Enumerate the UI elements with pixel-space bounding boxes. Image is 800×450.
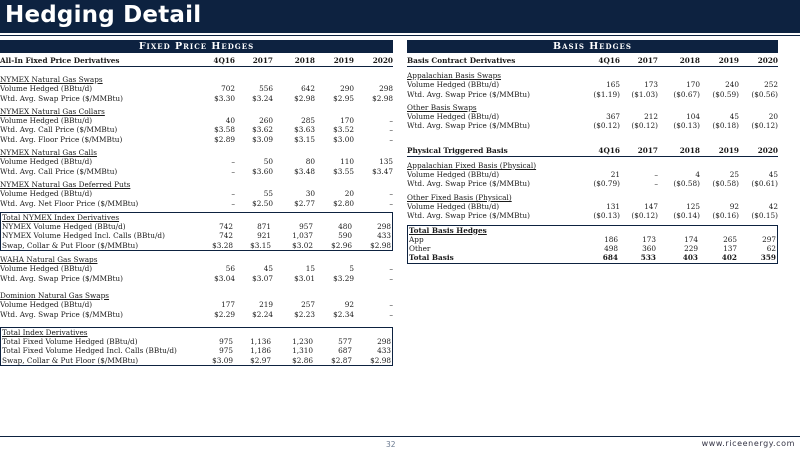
spacer — [0, 319, 393, 327]
row-value: – — [389, 198, 393, 208]
row-value: 975 — [219, 337, 233, 347]
row-value: 137 — [723, 244, 737, 254]
row-value: 297 — [762, 234, 776, 244]
row-value: 20 — [344, 189, 354, 199]
fixed-col-label: All-In Fixed Price Derivatives — [0, 56, 120, 65]
row-label: Wtd. Avg. Floor Price ($/MMBtu) — [0, 134, 123, 144]
row-label: Wtd. Avg. Swap Price ($/MMBtu) — [0, 309, 123, 319]
group-title-row — [409, 226, 776, 235]
basis-body — [407, 67, 778, 264]
row-value: 219 — [259, 300, 273, 310]
table-row — [409, 235, 776, 244]
table-row — [407, 121, 778, 130]
row-value: 359 — [760, 253, 776, 263]
row-value: – — [389, 134, 393, 144]
table-row — [0, 310, 393, 319]
row-value: ($0.18) — [712, 121, 739, 131]
row-value: 135 — [379, 157, 393, 167]
row-value: – — [231, 166, 235, 176]
row-value: 170 — [686, 80, 700, 90]
group-title-row — [407, 161, 778, 170]
row-value: 212 — [644, 112, 658, 122]
row-value: 147 — [644, 201, 658, 211]
row-value: 577 — [338, 337, 352, 347]
row-label: Wtd. Avg. Net Floor Price ($/MMBtu) — [0, 198, 139, 208]
group-title: WAHA Natural Gas Swaps — [0, 255, 98, 265]
row-value: $2.34 — [333, 309, 354, 319]
table-row — [0, 300, 393, 309]
fixed-price-body — [0, 67, 393, 366]
row-label: Total Basis — [409, 253, 454, 263]
row-value: 80 — [305, 157, 315, 167]
row-value: 742 — [219, 222, 233, 232]
row-value: 975 — [219, 346, 233, 356]
row-value: ($0.12) — [593, 121, 620, 131]
row-value: $3.24 — [252, 93, 273, 103]
row-value: 367 — [606, 112, 620, 122]
row-value: 45 — [768, 170, 778, 180]
row-value: – — [389, 273, 393, 283]
row-value: 684 — [602, 253, 618, 263]
row-label: Volume Hedged (BBtu/d) — [407, 201, 500, 211]
group-title: Other Basis Swaps — [407, 102, 477, 112]
row-value: $2.29 — [214, 309, 235, 319]
table-row — [407, 211, 778, 220]
total-basis-box — [407, 225, 778, 264]
row-value: 40 — [225, 116, 235, 126]
row-label: Volume Hedged (BBtu/d) — [407, 112, 500, 122]
row-label: Volume Hedged (BBtu/d) — [407, 170, 500, 180]
table-row — [407, 170, 778, 179]
website-link[interactable]: www.riceenergy.com — [701, 439, 795, 448]
row-label: Wtd. Avg. Swap Price ($/MMBtu) — [0, 273, 123, 283]
row-value: 170 — [340, 116, 354, 126]
row-value: $2.98 — [370, 240, 391, 250]
row-value: $2.98 — [370, 355, 391, 365]
row-value: $3.09 — [212, 355, 233, 365]
title-underline — [0, 35, 800, 36]
row-value: $2.89 — [214, 134, 235, 144]
row-value: 62 — [766, 244, 776, 254]
basis-header: Basis Hedges — [407, 40, 778, 53]
row-value: $3.29 — [333, 273, 354, 283]
row-value: 131 — [606, 201, 620, 211]
row-value: 871 — [257, 222, 271, 232]
row-label: Swap, Collar & Put Floor ($/MMBtu) — [2, 355, 139, 365]
row-value: – — [389, 309, 393, 319]
row-value: 402 — [721, 253, 737, 263]
row-value: $3.02 — [292, 240, 313, 250]
basis-column-header — [407, 55, 778, 67]
year-col: 2018 — [294, 56, 315, 65]
row-value: $3.55 — [333, 166, 354, 176]
group-title-row — [0, 148, 393, 157]
row-value: $2.98 — [372, 93, 393, 103]
row-value: $3.15 — [294, 134, 315, 144]
row-label: Wtd. Avg. Swap Price ($/MMBtu) — [407, 179, 530, 189]
row-value: 56 — [225, 264, 235, 274]
spacer — [407, 135, 778, 143]
group-title-row — [0, 255, 393, 264]
row-value: 360 — [642, 244, 656, 254]
row-value: $3.48 — [294, 166, 315, 176]
row-value: $3.07 — [252, 273, 273, 283]
row-value: 50 — [263, 157, 273, 167]
row-label: Wtd. Avg. Swap Price ($/MMBtu) — [0, 93, 123, 103]
row-value: 742 — [219, 231, 233, 241]
row-label: NYMEX Volume Hedged Incl. Calls (BBtu/d) — [2, 231, 165, 241]
row-value: 298 — [377, 337, 391, 347]
group-title: NYMEX Natural Gas Swaps — [0, 75, 103, 84]
row-value: $3.58 — [214, 125, 235, 135]
row-value: ($0.56) — [751, 89, 778, 99]
row-label: Total Fixed Volume Hedged (BBtu/d) — [2, 337, 138, 347]
table-row — [407, 112, 778, 121]
row-value: $2.23 — [294, 309, 315, 319]
year-col: 2017 — [252, 56, 273, 65]
total-box — [0, 212, 393, 251]
year-col: 2018 — [679, 56, 700, 65]
table-row — [0, 135, 393, 144]
row-value: 921 — [257, 231, 271, 241]
row-value: 257 — [301, 300, 315, 310]
row-value: $3.63 — [294, 125, 315, 135]
footer-line — [0, 436, 800, 437]
row-value: 55 — [263, 189, 273, 199]
row-value: 533 — [640, 253, 656, 263]
row-value: $3.30 — [214, 93, 235, 103]
row-label: NYMEX Volume Hedged (BBtu/d) — [2, 222, 126, 232]
row-value: 687 — [338, 346, 352, 356]
row-value: 556 — [259, 84, 273, 94]
row-label: Volume Hedged (BBtu/d) — [0, 116, 93, 126]
table-row — [0, 264, 393, 273]
year-col: 2017 — [637, 145, 658, 155]
table-row — [0, 94, 393, 103]
row-value: $2.95 — [333, 93, 354, 103]
row-value: – — [389, 300, 393, 310]
row-value: 260 — [259, 116, 273, 126]
row-value: – — [231, 157, 235, 167]
row-value: $3.60 — [252, 166, 273, 176]
row-value: ($0.13) — [673, 121, 700, 131]
row-value: ($0.58) — [673, 179, 700, 189]
row-value: 642 — [301, 84, 315, 94]
row-value: 4 — [695, 170, 700, 180]
fixed-price-panel — [0, 40, 393, 366]
group-title: Total Index Derivatives — [2, 327, 88, 337]
row-value: $3.04 — [214, 273, 235, 283]
group-title-row — [0, 291, 393, 300]
row-value: 42 — [768, 201, 778, 211]
row-value: – — [389, 125, 393, 135]
row-value: 174 — [684, 234, 698, 244]
row-value: $2.50 — [252, 198, 273, 208]
row-value: 1,037 — [292, 231, 313, 241]
row-value: ($0.58) — [712, 179, 739, 189]
year-col: 2019 — [718, 145, 739, 155]
row-value: 45 — [729, 112, 739, 122]
row-value: – — [389, 116, 393, 126]
row-label: Volume Hedged (BBtu/d) — [0, 264, 93, 274]
fixed-price-header: Fixed Price Hedges — [0, 40, 393, 53]
year-col: 4Q16 — [598, 145, 620, 155]
row-label: Volume Hedged (BBtu/d) — [0, 189, 93, 199]
table-row — [2, 346, 391, 355]
row-label: Swap, Collar & Put Floor ($/MMBtu) — [2, 240, 139, 250]
row-value: ($1.19) — [593, 89, 620, 99]
row-value: 433 — [377, 346, 391, 356]
row-value: – — [654, 179, 658, 189]
row-value: ($0.61) — [751, 179, 778, 189]
row-value: – — [654, 170, 658, 180]
group-title: Dominion Natural Gas Swaps — [0, 290, 110, 300]
group-title-row — [0, 75, 393, 84]
row-value: – — [389, 189, 393, 199]
row-value: 173 — [642, 234, 656, 244]
table-row — [407, 90, 778, 99]
group-title: Appalachian Basis Swaps — [407, 71, 502, 80]
table-row — [2, 231, 391, 240]
group-title-row — [2, 328, 391, 337]
row-value: ($0.12) — [751, 121, 778, 131]
table-row — [2, 337, 391, 346]
page-title: Hedging Detail — [5, 2, 202, 28]
table-row — [0, 199, 393, 208]
row-value: 590 — [338, 231, 352, 241]
group-title: NYMEX Natural Gas Collars — [0, 106, 105, 116]
group-title: Total NYMEX Index Derivatives — [2, 212, 120, 222]
table-row — [2, 241, 391, 250]
row-label: Wtd. Avg. Swap Price ($/MMBtu) — [407, 211, 530, 221]
row-value: 498 — [604, 244, 618, 254]
year-col: 2019 — [333, 56, 354, 65]
row-label: App — [409, 234, 424, 244]
row-value: ($0.13) — [593, 211, 620, 221]
row-value: 125 — [686, 201, 700, 211]
row-value: 177 — [221, 300, 235, 310]
group-title-row — [407, 103, 778, 112]
row-value: ($0.12) — [631, 211, 658, 221]
row-value: 240 — [725, 80, 739, 90]
row-value: $3.52 — [333, 125, 354, 135]
group-title: NYMEX Natural Gas Deferred Puts — [0, 179, 131, 189]
row-value: 265 — [723, 234, 737, 244]
row-value: – — [389, 264, 393, 274]
row-value: 298 — [377, 222, 391, 232]
group-title-row — [2, 213, 391, 222]
table-row — [0, 125, 393, 134]
table-row — [0, 189, 393, 198]
row-value: 702 — [221, 84, 235, 94]
row-value: $3.47 — [372, 166, 393, 176]
row-value: $2.77 — [294, 198, 315, 208]
row-value: 104 — [686, 112, 700, 122]
row-value: 15 — [305, 264, 315, 274]
row-value: $2.86 — [292, 355, 313, 365]
physical-basis-header — [407, 145, 778, 157]
row-value: ($0.59) — [712, 89, 739, 99]
table-row — [2, 222, 391, 231]
row-value: 110 — [340, 157, 354, 167]
table-row — [2, 356, 391, 365]
table-row — [407, 80, 778, 89]
row-value: ($0.12) — [631, 121, 658, 131]
row-value: – — [231, 189, 235, 199]
row-value: $2.97 — [250, 355, 271, 365]
row-value: $2.96 — [331, 240, 352, 250]
fixed-column-header — [0, 55, 393, 67]
spacer — [0, 67, 393, 75]
row-label: Wtd. Avg. Swap Price ($/MMBtu) — [407, 89, 530, 99]
year-col: 2020 — [757, 145, 778, 155]
row-value: $2.24 — [252, 309, 273, 319]
year-col: 2018 — [679, 145, 700, 155]
row-value: $2.80 — [333, 198, 354, 208]
row-value: 480 — [338, 222, 352, 232]
row-value: 957 — [299, 222, 313, 232]
group-title-row — [407, 193, 778, 202]
row-value: 403 — [682, 253, 698, 263]
row-value: $3.28 — [212, 240, 233, 250]
table-row — [0, 116, 393, 125]
row-label: Volume Hedged (BBtu/d) — [0, 300, 93, 310]
group-title-row — [0, 107, 393, 116]
row-label: Volume Hedged (BBtu/d) — [0, 84, 93, 94]
row-value: $3.15 — [250, 240, 271, 250]
year-col: 4Q16 — [213, 56, 235, 65]
row-value: ($0.79) — [593, 179, 620, 189]
row-value: 285 — [301, 116, 315, 126]
table-row — [0, 167, 393, 176]
row-value: 1,136 — [250, 337, 271, 347]
row-value: 229 — [684, 244, 698, 254]
year-col: 2020 — [372, 56, 393, 65]
row-value: 21 — [610, 170, 620, 180]
row-value: $2.98 — [294, 93, 315, 103]
table-row — [0, 274, 393, 283]
row-label: Wtd. Avg. Call Price ($/MMBtu) — [0, 166, 118, 176]
row-label: Volume Hedged (BBtu/d) — [0, 157, 93, 167]
row-value: $2.87 — [331, 355, 352, 365]
row-value: 1,230 — [292, 337, 313, 347]
row-value: 186 — [604, 234, 618, 244]
basis-col-label: Basis Contract Derivatives — [407, 56, 516, 65]
row-value: 433 — [377, 231, 391, 241]
row-value: ($0.67) — [673, 89, 700, 99]
table-row — [409, 244, 776, 253]
group-title: Total Basis Hedges — [409, 225, 487, 235]
row-value: ($1.03) — [631, 89, 658, 99]
row-value: 1,186 — [250, 346, 271, 356]
title-bar — [0, 0, 800, 33]
row-value: 5 — [349, 264, 354, 274]
page-number: 32 — [386, 440, 396, 449]
group-title: Other Fixed Basis (Physical) — [407, 192, 512, 202]
row-value: 290 — [340, 84, 354, 94]
row-label: Other — [409, 244, 431, 254]
row-value: 25 — [729, 170, 739, 180]
row-value: $3.00 — [333, 134, 354, 144]
row-value: 165 — [606, 80, 620, 90]
year-col: 2017 — [637, 56, 658, 65]
group-title-row — [407, 71, 778, 80]
row-value: 45 — [263, 264, 273, 274]
year-col: 2020 — [757, 56, 778, 65]
group-title: NYMEX Natural Gas Calls — [0, 148, 97, 158]
table-row — [409, 253, 776, 262]
row-label: Wtd. Avg. Swap Price ($/MMBtu) — [407, 121, 530, 131]
row-value: 30 — [305, 189, 315, 199]
row-value: 1,310 — [292, 346, 313, 356]
total-box — [0, 327, 393, 366]
row-value: 20 — [768, 112, 778, 122]
basis-panel — [407, 40, 778, 264]
physical-basis-label: Physical Triggered Basis — [407, 145, 508, 155]
spacer — [0, 283, 393, 291]
row-value: $3.01 — [294, 273, 315, 283]
row-value: ($0.14) — [673, 211, 700, 221]
row-value: $3.62 — [252, 125, 273, 135]
row-value: 252 — [764, 80, 778, 90]
table-row — [407, 179, 778, 188]
row-value: ($0.15) — [751, 211, 778, 221]
row-value: $3.09 — [252, 134, 273, 144]
row-value: 298 — [379, 84, 393, 94]
year-col: 2019 — [718, 56, 739, 65]
table-row — [407, 202, 778, 211]
table-row — [0, 84, 393, 93]
row-value: – — [231, 198, 235, 208]
row-label: Wtd. Avg. Call Price ($/MMBtu) — [0, 125, 118, 135]
row-value: 92 — [344, 300, 354, 310]
row-value: 173 — [644, 80, 658, 90]
year-col: 4Q16 — [598, 56, 620, 65]
row-value: ($0.16) — [712, 211, 739, 221]
table-row — [0, 157, 393, 166]
group-title-row — [0, 180, 393, 189]
row-label: Total Fixed Volume Hedged Incl. Calls (BBtu/d) — [2, 346, 177, 356]
row-value: 92 — [729, 201, 739, 211]
group-title: Appalachian Fixed Basis (Physical) — [407, 160, 537, 170]
row-label: Volume Hedged (BBtu/d) — [407, 80, 500, 90]
